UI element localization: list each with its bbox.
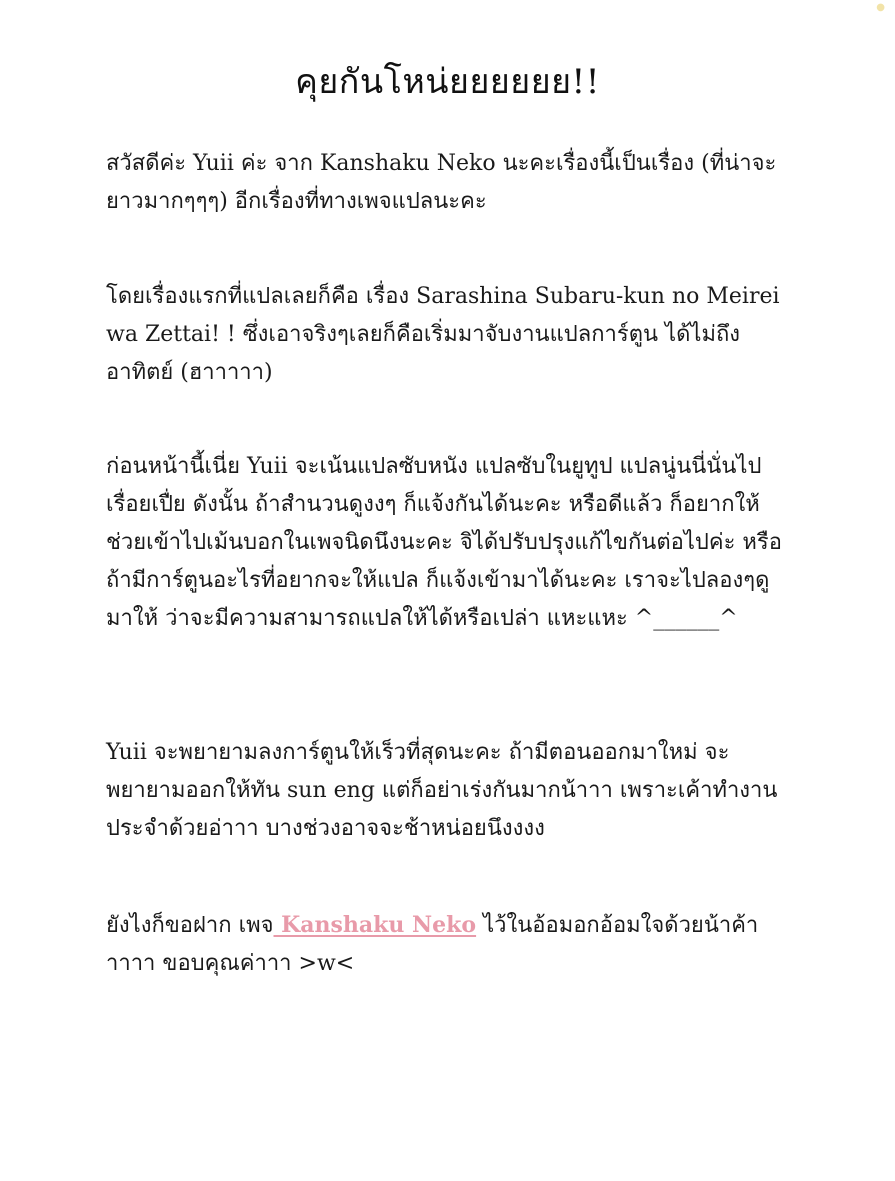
paragraph-first-series: โดยเรื่องแรกที่แปลเลยก็คือ เรื่อง Sarashina Subaru-kun no Meirei wa Zettai! ! ซึ่งเอาจริงๆเลยก็คือเริ่มมาจับงานแปลการ์ตูน ได้ไม่ถึงอาทิตย์ (ฮาาาาา): [106, 284, 780, 385]
paragraph-schedule: Yuii จะพยายามลงการ์ตูนให้เร็วที่สุดนะคะ ถ้ามีตอนออกมาใหม่ จะพยายามออกให้ทัน sun eng แต่ก็อย่าเร่งกันมากน้าาา เพราะเค้าทำงานประจำด้วยอ่าาา บางช่วงอาจจะช้าหน่อยนึงงงง: [106, 740, 778, 841]
closing-text-before: ยังไงก็ขอฝาก เพจ: [106, 913, 274, 938]
paragraph-closing: [106, 906, 786, 983]
page-title: คุยกันโหน่ยยยยยย!!: [295, 62, 600, 102]
corner-mark: ●: [876, 2, 885, 13]
closing-text-after: ไว้ในอ้อมอกอ้อมใจด้วยน้าค้าาาาา ขอบคุณค่าาา >w<: [106, 913, 759, 976]
page-link-kanshaku-neko[interactable]: Kanshaku Neko: [273, 912, 477, 938]
paragraph-background: ก่อนหน้านี้เนี่ย Yuii จะเน้นแปลซับหนัง แปลซับในยูทูป แปลนู่นนี่นั่นไปเรื่อยเปื่ย ดังนั้น ถ้าสำนวนดูงงๆ ก็แจ้งกันได้นะคะ หรือดีแล้ว ก็อยากให้ช่วยเข้าไปเม้นบอกในเพจนิดนึงนะคะ จิได้ปรับปรุงแก้ไขกันต่อไปค่ะ หรือถ้ามีการ์ตูนอะไรที่อยากจะให้แปล ก็แจ้งเข้ามาได้นะคะ เราจะไปลองๆดูมาให้ ว่าจะมีความสามารถแปลให้ได้หรือเปล่า แหะแหะ ^______^: [106, 454, 782, 631]
paragraph-intro: สวัสดีค่ะ Yuii ค่ะ จาก Kanshaku Neko นะคะเรื่องนี้เป็นเรื่อง (ที่น่าจะยาวมากๆๆๆ) อีกเรื่องที่ทางเพจแปลนะคะ: [106, 151, 777, 214]
